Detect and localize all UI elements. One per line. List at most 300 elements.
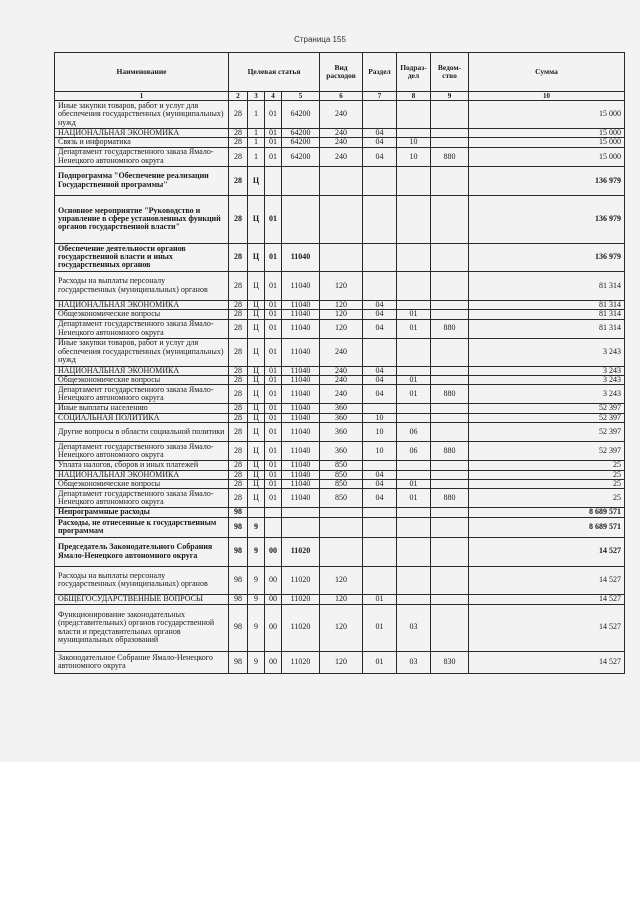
target-code-4-cell: 64200 <box>282 138 320 147</box>
expense-type-cell <box>320 243 363 271</box>
row-name-cell: Другие вопросы в области социальной политики <box>55 423 229 442</box>
section-cell: 04 <box>363 129 397 138</box>
sum-cell: 14 527 <box>469 651 625 673</box>
row-name-cell: Обеспечение деятельности органов государственной власти и иных государственных органов <box>55 243 229 271</box>
target-code-2-cell: 1 <box>248 147 265 166</box>
section-cell: 04 <box>363 147 397 166</box>
header-section: Раздел <box>363 53 397 92</box>
table-row <box>55 338 625 366</box>
subsection-cell <box>397 461 431 470</box>
expense-type-cell: 360 <box>320 442 363 461</box>
column-number: 6 <box>320 92 363 101</box>
sum-cell: 25 <box>469 479 625 488</box>
table-row <box>55 166 625 195</box>
section-cell <box>363 508 397 517</box>
table-row <box>55 319 625 338</box>
department-cell <box>431 537 469 566</box>
column-number: 1 <box>55 92 229 101</box>
expense-type-cell <box>320 508 363 517</box>
row-name-cell: Общеэкономические вопросы <box>55 479 229 488</box>
row-name-cell: СОЦИАЛЬНАЯ ПОЛИТИКА <box>55 413 229 422</box>
sum-cell: 136 979 <box>469 195 625 243</box>
expense-type-cell <box>320 166 363 195</box>
target-code-1-cell: 98 <box>229 651 248 673</box>
target-code-2-cell: Ц <box>248 442 265 461</box>
expense-type-cell: 120 <box>320 319 363 338</box>
sum-cell: 14 527 <box>469 537 625 566</box>
department-cell <box>431 404 469 413</box>
target-code-2-cell: Ц <box>248 366 265 375</box>
row-name-cell: Функционирование законодательных (представительных) органов государственной власти и представительных органов муниципальных образований <box>55 604 229 651</box>
target-code-3-cell: 01 <box>265 300 282 309</box>
section-cell <box>363 195 397 243</box>
header-target: Целевая статья <box>229 53 320 92</box>
department-cell <box>431 470 469 479</box>
target-code-1-cell: 28 <box>229 338 248 366</box>
target-code-3-cell: 01 <box>265 404 282 413</box>
target-code-3-cell: 01 <box>265 461 282 470</box>
target-code-1-cell: 28 <box>229 271 248 300</box>
target-code-3-cell: 01 <box>265 138 282 147</box>
table-row <box>55 366 625 375</box>
subsection-cell <box>397 517 431 537</box>
sum-cell: 81 314 <box>469 300 625 309</box>
row-name-cell: Иные закупки товаров, работ и услуг для обеспечения государственных (муниципальных) нужд <box>55 338 229 366</box>
column-number: 9 <box>431 92 469 101</box>
target-code-1-cell: 28 <box>229 479 248 488</box>
subsection-cell: 01 <box>397 375 431 384</box>
row-name-cell: Расходы на выплаты персоналу государственных (муниципальных) органов <box>55 566 229 594</box>
target-code-2-cell: Ц <box>248 461 265 470</box>
department-cell <box>431 166 469 195</box>
sum-cell: 3 243 <box>469 338 625 366</box>
section-cell: 04 <box>363 319 397 338</box>
table-row <box>55 195 625 243</box>
subsection-cell <box>397 271 431 300</box>
target-code-2-cell: 1 <box>248 101 265 129</box>
expense-type-cell: 240 <box>320 138 363 147</box>
sum-cell: 25 <box>469 461 625 470</box>
table-row <box>55 461 625 470</box>
target-code-3-cell: 01 <box>265 385 282 404</box>
section-cell: 04 <box>363 479 397 488</box>
header-expense-type: Вид расходов <box>320 53 363 92</box>
section-cell: 04 <box>363 470 397 479</box>
row-name-cell: Подпрограмма "Обеспечение реализации Государственной программы" <box>55 166 229 195</box>
section-cell: 04 <box>363 300 397 309</box>
target-code-1-cell: 28 <box>229 101 248 129</box>
expense-type-cell: 240 <box>320 101 363 129</box>
column-number: 2 <box>229 92 248 101</box>
budget-table <box>54 52 625 674</box>
section-cell: 04 <box>363 366 397 375</box>
target-code-3-cell: 01 <box>265 479 282 488</box>
sum-cell: 15 000 <box>469 147 625 166</box>
target-code-4-cell: 11040 <box>282 470 320 479</box>
target-code-4-cell: 11040 <box>282 423 320 442</box>
subsection-cell <box>397 129 431 138</box>
target-code-1-cell: 98 <box>229 566 248 594</box>
expense-type-cell: 850 <box>320 479 363 488</box>
department-cell <box>431 300 469 309</box>
target-code-1-cell: 28 <box>229 470 248 479</box>
table-row <box>55 375 625 384</box>
expense-type-cell: 240 <box>320 366 363 375</box>
sum-cell: 15 000 <box>469 129 625 138</box>
target-code-1-cell: 98 <box>229 594 248 604</box>
section-cell <box>363 517 397 537</box>
target-code-4-cell <box>282 166 320 195</box>
row-name-cell: Иные закупки товаров, работ и услуг для обеспечения государственных (муниципальных) нужд <box>55 101 229 129</box>
department-cell <box>431 375 469 384</box>
target-code-1-cell: 28 <box>229 413 248 422</box>
section-cell: 10 <box>363 423 397 442</box>
expense-type-cell: 240 <box>320 375 363 384</box>
target-code-4-cell: 11040 <box>282 300 320 309</box>
section-cell <box>363 271 397 300</box>
expense-type-cell: 360 <box>320 413 363 422</box>
target-code-4-cell: 11020 <box>282 604 320 651</box>
sum-cell: 15 000 <box>469 101 625 129</box>
department-cell <box>431 243 469 271</box>
target-code-4-cell <box>282 195 320 243</box>
target-code-3-cell: 01 <box>265 243 282 271</box>
row-name-cell: Общеэкономические вопросы <box>55 375 229 384</box>
table-row <box>55 537 625 566</box>
table-row <box>55 604 625 651</box>
sum-cell: 136 979 <box>469 243 625 271</box>
table-row <box>55 423 625 442</box>
target-code-4-cell: 11040 <box>282 338 320 366</box>
page-label: Страница 155 <box>294 35 346 44</box>
department-cell: 830 <box>431 651 469 673</box>
department-cell <box>431 479 469 488</box>
table-row <box>55 594 625 604</box>
expense-type-cell: 240 <box>320 385 363 404</box>
target-code-3-cell: 01 <box>265 470 282 479</box>
sum-cell: 52 397 <box>469 442 625 461</box>
target-code-2-cell: 9 <box>248 566 265 594</box>
target-code-3-cell <box>265 517 282 537</box>
table-row <box>55 138 625 147</box>
header-department: Ведом-ство <box>431 53 469 92</box>
department-cell <box>431 508 469 517</box>
department-cell <box>431 310 469 319</box>
row-name-cell: Связь и информатика <box>55 138 229 147</box>
target-code-3-cell: 01 <box>265 310 282 319</box>
target-code-1-cell: 28 <box>229 147 248 166</box>
target-code-4-cell: 11040 <box>282 442 320 461</box>
department-cell <box>431 517 469 537</box>
target-code-3-cell: 01 <box>265 338 282 366</box>
row-name-cell: НАЦИОНАЛЬНАЯ ЭКОНОМИКА <box>55 129 229 138</box>
target-code-3-cell: 01 <box>265 271 282 300</box>
department-cell <box>431 138 469 147</box>
target-code-1-cell: 28 <box>229 300 248 309</box>
sum-cell: 8 689 571 <box>469 508 625 517</box>
subsection-cell <box>397 166 431 195</box>
table-row <box>55 413 625 422</box>
target-code-2-cell: Ц <box>248 166 265 195</box>
target-code-4-cell: 11040 <box>282 404 320 413</box>
target-code-2-cell: Ц <box>248 375 265 384</box>
table-row <box>55 310 625 319</box>
sum-cell: 25 <box>469 489 625 508</box>
subsection-cell <box>397 537 431 566</box>
target-code-3-cell: 00 <box>265 594 282 604</box>
row-name-cell: Уплата налогов, сборов и иных платежей <box>55 461 229 470</box>
subsection-cell: 06 <box>397 442 431 461</box>
section-cell: 04 <box>363 138 397 147</box>
subsection-cell <box>397 404 431 413</box>
target-code-4-cell <box>282 508 320 517</box>
row-name-cell: Расходы, не отнесенные к государственным программам <box>55 517 229 537</box>
target-code-4-cell: 64200 <box>282 129 320 138</box>
row-name-cell: Департамент государственного заказа Ямало-Ненецкого автономного округа <box>55 319 229 338</box>
expense-type-cell <box>320 517 363 537</box>
department-cell: 880 <box>431 147 469 166</box>
expense-type-cell: 850 <box>320 461 363 470</box>
table-row <box>55 442 625 461</box>
target-code-1-cell: 28 <box>229 129 248 138</box>
subsection-cell <box>397 195 431 243</box>
department-cell: 880 <box>431 442 469 461</box>
target-code-2-cell: Ц <box>248 413 265 422</box>
sum-cell: 14 527 <box>469 594 625 604</box>
target-code-2-cell: Ц <box>248 423 265 442</box>
target-code-3-cell <box>265 508 282 517</box>
target-code-4-cell: 64200 <box>282 147 320 166</box>
target-code-2-cell: 9 <box>248 594 265 604</box>
target-code-3-cell: 00 <box>265 566 282 594</box>
subsection-cell <box>397 300 431 309</box>
expense-type-cell: 120 <box>320 566 363 594</box>
department-cell: 880 <box>431 319 469 338</box>
target-code-4-cell: 11040 <box>282 375 320 384</box>
target-code-4-cell <box>282 517 320 537</box>
target-code-2-cell <box>248 508 265 517</box>
target-code-3-cell: 01 <box>265 423 282 442</box>
section-cell <box>363 101 397 129</box>
target-code-4-cell: 11040 <box>282 319 320 338</box>
department-cell <box>431 195 469 243</box>
subsection-cell: 06 <box>397 423 431 442</box>
department-cell <box>431 604 469 651</box>
target-code-1-cell: 28 <box>229 461 248 470</box>
target-code-3-cell: 01 <box>265 375 282 384</box>
sum-cell: 3 243 <box>469 366 625 375</box>
target-code-2-cell: 1 <box>248 138 265 147</box>
expense-type-cell <box>320 195 363 243</box>
target-code-2-cell: Ц <box>248 319 265 338</box>
row-name-cell: НАЦИОНАЛЬНАЯ ЭКОНОМИКА <box>55 366 229 375</box>
department-cell <box>431 366 469 375</box>
target-code-1-cell: 28 <box>229 166 248 195</box>
target-code-4-cell: 11040 <box>282 243 320 271</box>
column-number: 7 <box>363 92 397 101</box>
subsection-cell <box>397 366 431 375</box>
target-code-2-cell: Ц <box>248 300 265 309</box>
target-code-3-cell: 00 <box>265 651 282 673</box>
section-cell: 01 <box>363 604 397 651</box>
target-code-2-cell: Ц <box>248 479 265 488</box>
department-cell <box>431 338 469 366</box>
subsection-cell <box>397 594 431 604</box>
expense-type-cell: 120 <box>320 271 363 300</box>
table-row <box>55 147 625 166</box>
table-row <box>55 129 625 138</box>
table-row <box>55 385 625 404</box>
section-cell: 01 <box>363 594 397 604</box>
row-name-cell: Общеэкономические вопросы <box>55 310 229 319</box>
expense-type-cell: 360 <box>320 423 363 442</box>
target-code-3-cell: 01 <box>265 413 282 422</box>
subsection-cell <box>397 566 431 594</box>
department-cell: 880 <box>431 489 469 508</box>
table-row <box>55 470 625 479</box>
row-name-cell: Иные выплаты населению <box>55 404 229 413</box>
section-cell: 04 <box>363 489 397 508</box>
subsection-cell: 01 <box>397 479 431 488</box>
subsection-cell <box>397 413 431 422</box>
row-name-cell: Департамент государственного заказа Ямало-Ненецкого автономного округа <box>55 385 229 404</box>
target-code-2-cell: Ц <box>248 385 265 404</box>
target-code-3-cell: 01 <box>265 147 282 166</box>
subsection-cell <box>397 508 431 517</box>
target-code-4-cell: 11040 <box>282 366 320 375</box>
table-row <box>55 101 625 129</box>
subsection-cell <box>397 338 431 366</box>
target-code-4-cell: 11040 <box>282 479 320 488</box>
row-name-cell: НАЦИОНАЛЬНАЯ ЭКОНОМИКА <box>55 470 229 479</box>
target-code-3-cell: 01 <box>265 489 282 508</box>
sum-cell: 52 397 <box>469 404 625 413</box>
target-code-4-cell: 64200 <box>282 101 320 129</box>
sum-cell: 136 979 <box>469 166 625 195</box>
target-code-4-cell: 11040 <box>282 385 320 404</box>
expense-type-cell <box>320 537 363 566</box>
target-code-4-cell: 11040 <box>282 461 320 470</box>
target-code-3-cell: 01 <box>265 442 282 461</box>
section-cell: 04 <box>363 375 397 384</box>
sum-cell: 15 000 <box>469 138 625 147</box>
table-row <box>55 404 625 413</box>
target-code-2-cell: 9 <box>248 517 265 537</box>
target-code-2-cell: 1 <box>248 129 265 138</box>
table-row <box>55 517 625 537</box>
target-code-2-cell: Ц <box>248 489 265 508</box>
sum-cell: 81 314 <box>469 319 625 338</box>
expense-type-cell: 120 <box>320 604 363 651</box>
sum-cell: 25 <box>469 470 625 479</box>
sum-cell: 14 527 <box>469 566 625 594</box>
subsection-cell: 10 <box>397 138 431 147</box>
column-number: 10 <box>469 92 625 101</box>
target-code-1-cell: 98 <box>229 508 248 517</box>
row-name-cell: Непрограммные расходы <box>55 508 229 517</box>
section-cell <box>363 338 397 366</box>
subsection-cell: 03 <box>397 651 431 673</box>
row-name-cell: Департамент государственного заказа Ямало-Ненецкого автономного округа <box>55 442 229 461</box>
row-name-cell: Расходы на выплаты персоналу государственных (муниципальных) органов <box>55 271 229 300</box>
target-code-2-cell: Ц <box>248 404 265 413</box>
target-code-1-cell: 28 <box>229 243 248 271</box>
section-cell: 10 <box>363 442 397 461</box>
target-code-1-cell: 28 <box>229 489 248 508</box>
target-code-3-cell: 00 <box>265 604 282 651</box>
expense-type-cell: 120 <box>320 300 363 309</box>
target-code-4-cell: 11020 <box>282 651 320 673</box>
expense-type-cell: 240 <box>320 129 363 138</box>
target-code-2-cell: Ц <box>248 271 265 300</box>
target-code-3-cell: 01 <box>265 366 282 375</box>
header-sum: Сумма <box>469 53 625 92</box>
target-code-2-cell: Ц <box>248 338 265 366</box>
sum-cell: 81 314 <box>469 310 625 319</box>
subsection-cell: 03 <box>397 604 431 651</box>
section-cell: 10 <box>363 413 397 422</box>
target-code-1-cell: 28 <box>229 375 248 384</box>
subsection-cell: 10 <box>397 147 431 166</box>
section-cell <box>363 404 397 413</box>
section-cell <box>363 566 397 594</box>
sum-cell: 8 689 571 <box>469 517 625 537</box>
table-row <box>55 271 625 300</box>
sum-cell: 81 314 <box>469 271 625 300</box>
subsection-cell: 01 <box>397 319 431 338</box>
row-name-cell: Председатель Законодательного Собрания Ямало-Ненецкого автономного округа <box>55 537 229 566</box>
target-code-1-cell: 28 <box>229 404 248 413</box>
expense-type-cell: 850 <box>320 489 363 508</box>
department-cell <box>431 566 469 594</box>
column-number: 8 <box>397 92 431 101</box>
header-name: Наименование <box>55 53 229 92</box>
header-subsection: Подраз-дел <box>397 53 431 92</box>
section-cell <box>363 243 397 271</box>
row-name-cell: НАЦИОНАЛЬНАЯ ЭКОНОМИКА <box>55 300 229 309</box>
expense-type-cell: 120 <box>320 651 363 673</box>
row-name-cell: Основное мероприятие "Руководство и управление в сфере установленных функций органов государственной власти" <box>55 195 229 243</box>
department-cell <box>431 423 469 442</box>
target-code-2-cell: Ц <box>248 310 265 319</box>
target-code-4-cell: 11040 <box>282 489 320 508</box>
target-code-1-cell: 28 <box>229 423 248 442</box>
section-cell <box>363 461 397 470</box>
target-code-3-cell: 01 <box>265 195 282 243</box>
table-row <box>55 489 625 508</box>
table-row <box>55 300 625 309</box>
department-cell <box>431 413 469 422</box>
target-code-3-cell: 01 <box>265 319 282 338</box>
expense-type-cell: 240 <box>320 147 363 166</box>
target-code-2-cell: Ц <box>248 470 265 479</box>
subsection-cell: 01 <box>397 385 431 404</box>
target-code-2-cell: Ц <box>248 243 265 271</box>
target-code-3-cell: 01 <box>265 101 282 129</box>
department-cell <box>431 101 469 129</box>
section-cell: 01 <box>363 651 397 673</box>
target-code-1-cell: 28 <box>229 385 248 404</box>
target-code-1-cell: 98 <box>229 517 248 537</box>
department-cell <box>431 594 469 604</box>
expense-type-cell: 120 <box>320 310 363 319</box>
sum-cell: 3 243 <box>469 385 625 404</box>
target-code-2-cell: 9 <box>248 537 265 566</box>
target-code-1-cell: 28 <box>229 442 248 461</box>
target-code-3-cell: 00 <box>265 537 282 566</box>
target-code-1-cell: 98 <box>229 537 248 566</box>
expense-type-cell: 240 <box>320 338 363 366</box>
